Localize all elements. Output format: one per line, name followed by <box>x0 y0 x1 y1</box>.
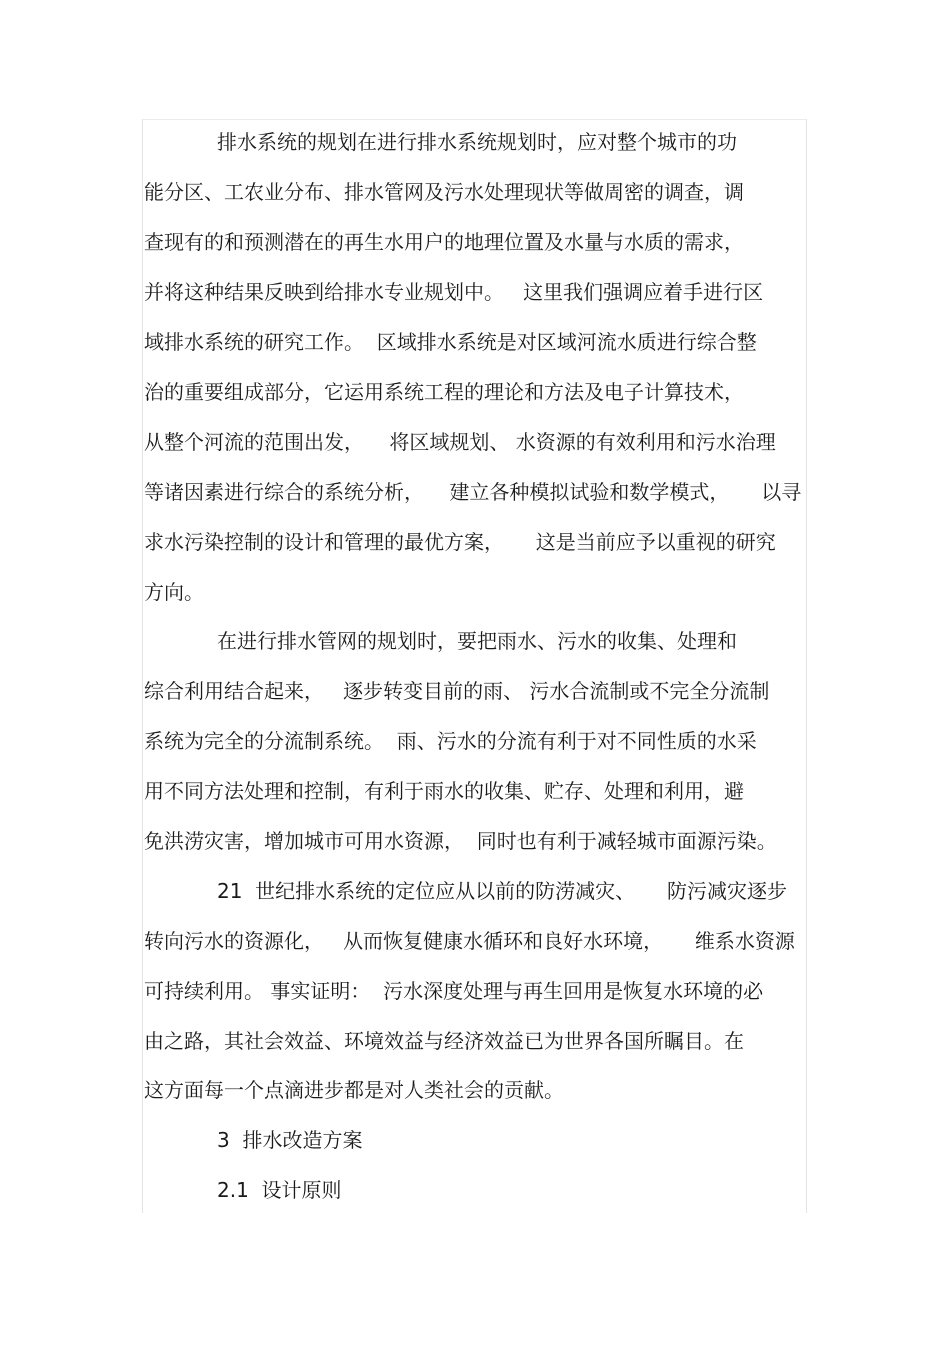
paragraph-1-line-4: 并将这种结果反映到给排水专业规划中。 这里我们强调应着手进行区 <box>144 280 764 304</box>
paragraph-3-line-1: 21 世纪排水系统的定位应从以前的防涝减灾、 防污减灾逐步 <box>217 879 787 903</box>
paragraph-2-line-4: 用不同方法处理和控制，有利于雨水的收集、贮存、处理和利用，避 <box>144 779 744 803</box>
paragraph-2-line-1: 在进行排水管网的规划时，要把雨水、污水的收集、处理和 <box>217 629 737 653</box>
paragraph-1-line-1: 排水系统的规划在进行排水系统规划时，应对整个城市的功 <box>217 130 737 154</box>
paragraph-1-line-6: 治的重要组成部分，它运用系统工程的理论和方法及电子计算技术， <box>144 380 744 404</box>
paragraph-1-line-8: 等诸因素进行综合的系统分析， 建立各种模拟试验和数学模式， 以寻 <box>144 480 802 504</box>
paragraph-2-line-2: 综合利用结合起来， 逐步转变目前的雨、 污水合流制或不完全分流制 <box>144 679 770 703</box>
paragraph-2-line-3: 系统为完全的分流制系统。 雨、污水的分流有利于对不同性质的水采 <box>144 729 757 753</box>
paragraph-3-line-3: 可持续利用。 事实证明： 污水深度处理与再生回用是恢复水环境的必 <box>144 979 764 1003</box>
paragraph-2-line-5: 免洪涝灾害，增加城市可用水资源， 同时也有利于减轻城市面源污染。 <box>144 829 777 853</box>
paragraph-1-line-5: 域排水系统的研究工作。 区域排水系统是对区域河流水质进行综合整 <box>144 330 757 354</box>
paragraph-1-line-9: 求水污染控制的设计和管理的最优方案， 这是当前应予以重视的研究 <box>144 530 776 554</box>
paragraph-1-line-3: 查现有的和预测潜在的再生水用户的地理位置及水量与水质的需求， <box>144 230 744 254</box>
section-heading: 3 排水改造方案 <box>217 1128 363 1152</box>
paragraph-1-line-10: 方向。 <box>144 580 204 604</box>
paragraph-3-line-5: 这方面每一个点滴进步都是对人类社会的贡献。 <box>144 1078 564 1102</box>
paragraph-3-line-2: 转向污水的资源化， 从而恢复健康水循环和良好水环境， 维系水资源 <box>144 929 795 953</box>
paragraph-1-line-7: 从整个河流的范围出发， 将区域规划、 水资源的有效利用和污水治理 <box>144 430 776 454</box>
paragraph-1-line-2: 能分区、工农业分布、排水管网及污水处理现状等做周密的调查，调 <box>144 180 744 204</box>
subsection-heading: 2.1 设计原则 <box>217 1178 342 1202</box>
paragraph-3-line-4: 由之路，其社会效益、环境效益与经济效益已为世界各国所瞩目。在 <box>144 1029 744 1053</box>
